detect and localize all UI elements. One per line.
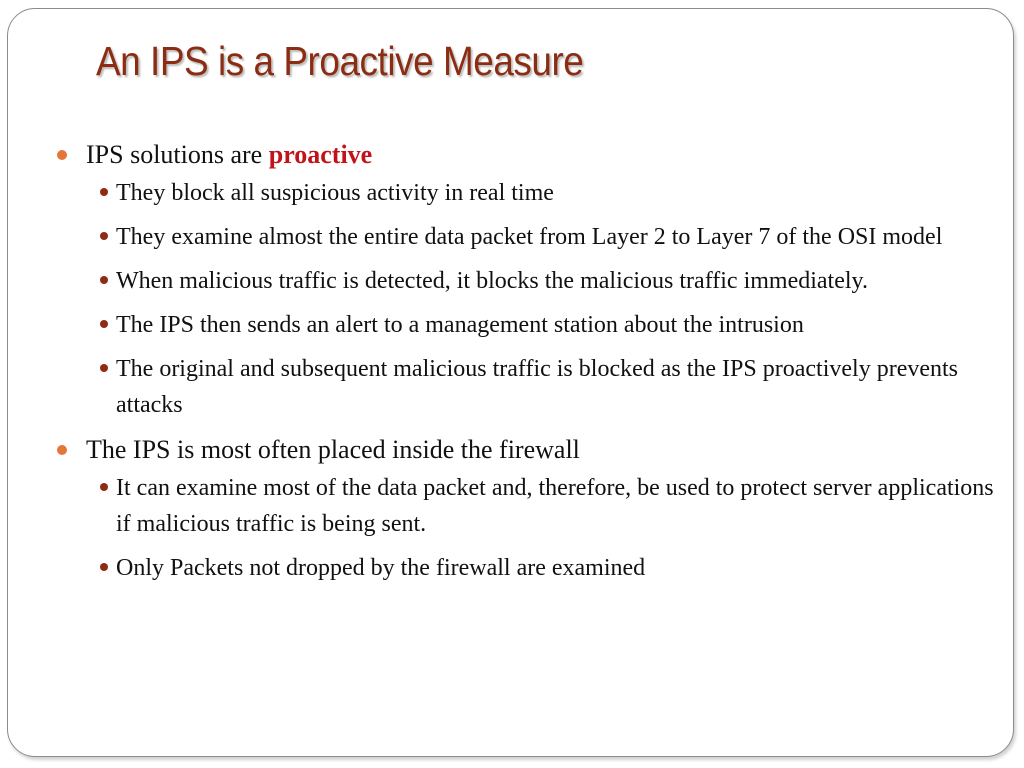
sub-bullet xyxy=(52,307,1002,343)
sub-bullet xyxy=(52,219,1002,255)
slide-title: An IPS is a Proactive Measure xyxy=(96,38,584,84)
sub-bullet xyxy=(52,470,1002,542)
bullet-level1-placement xyxy=(52,433,1002,467)
bullet-dot-icon xyxy=(100,232,108,240)
sub-bullet-text: When malicious traffic is detected, it blocks the malicious traffic immediately. xyxy=(116,268,868,294)
sub-bullet-list xyxy=(52,175,1002,423)
sub-bullet-list xyxy=(52,470,1002,586)
bullet-dot-icon xyxy=(100,276,108,284)
sub-bullet-text: Only Packets not dropped by the firewall are examined xyxy=(116,555,646,581)
bullet-text: The IPS is most often placed inside the firewall xyxy=(86,435,580,464)
highlight-word: proactive xyxy=(268,140,373,169)
sub-bullet xyxy=(52,550,1002,586)
bullet-dot-icon xyxy=(57,445,67,455)
bullet-dot-icon xyxy=(100,563,108,571)
slide-content xyxy=(52,138,1002,594)
sub-bullet-text: They block all suspicious activity in real time xyxy=(116,180,554,206)
sub-bullet xyxy=(52,263,1002,299)
bullet-dot-icon xyxy=(100,188,108,196)
sub-bullet xyxy=(52,175,1002,211)
bullet-dot-icon xyxy=(57,150,67,160)
sub-bullet-text: The IPS then sends an alert to a management station about the intrusion xyxy=(116,312,804,338)
sub-bullet-text: They examine almost the entire data packet from Layer 2 to Layer 7 of the OSI model xyxy=(116,224,943,250)
sub-bullet-text: The original and subsequent malicious traffic is blocked as the IPS proactively prevents attacks xyxy=(116,356,959,418)
bullet-level1-proactive xyxy=(52,138,1002,172)
bullet-dot-icon xyxy=(100,483,108,491)
bullet-dot-icon xyxy=(100,320,108,328)
sub-bullet-text: It can examine most of the data packet and, therefore, be used to protect server applications if malicious traffic is being sent. xyxy=(116,475,994,537)
bullet-text: IPS solutions are xyxy=(86,140,269,169)
sub-bullet xyxy=(52,351,1002,423)
bullet-dot-icon xyxy=(100,364,108,372)
